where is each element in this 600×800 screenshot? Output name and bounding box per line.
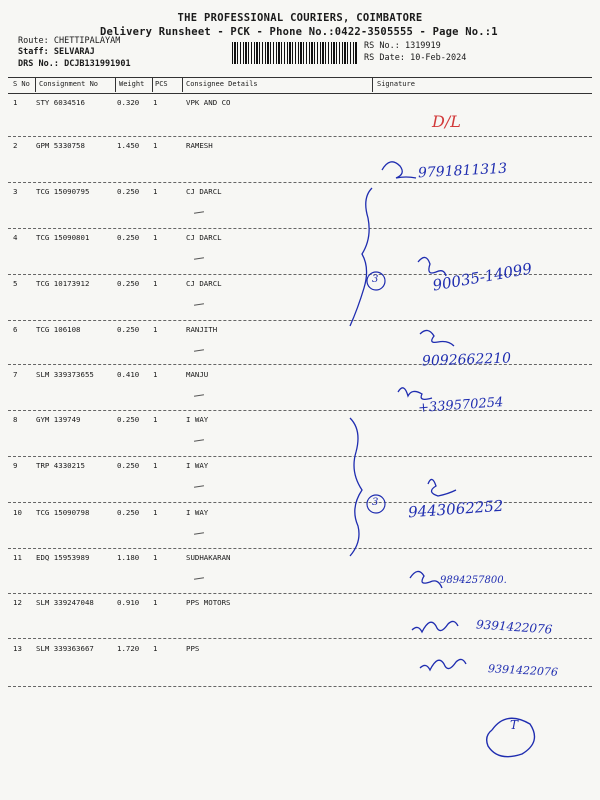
row-weight: 0.250: [117, 461, 140, 470]
col-header-consignment: Consignment No: [39, 80, 99, 88]
signature-scribble: [420, 330, 454, 346]
row-consignment-no: EDQ 15953989: [36, 553, 90, 562]
signature-scribble: [420, 659, 466, 670]
signature-scribble: [418, 257, 446, 276]
col-header-consignee: Consignee Details: [186, 80, 258, 88]
rs-no-label: RS No.:: [364, 41, 400, 51]
handwritten-count: 3: [372, 274, 379, 285]
row-consignment-no: GYM 139749: [36, 415, 81, 424]
row-weight: 1.720: [117, 644, 140, 653]
handwritten-phone: 9092662210: [421, 350, 512, 370]
col-header-pcs: PCS: [155, 80, 168, 88]
row-consignee: SUDHAKARAN: [186, 553, 231, 562]
drs-label: DRS No.:: [18, 59, 59, 69]
row-consignment-no: TCG 10173912: [36, 279, 90, 288]
row-consignee: MANJU: [186, 370, 209, 379]
rs-date-label: RS Date:: [364, 53, 405, 63]
row-sno: 4: [13, 233, 18, 242]
row-consignment-no: TCG 106108: [36, 325, 81, 334]
staff-label: Staff:: [18, 47, 49, 57]
row-weight: 0.250: [117, 508, 140, 517]
row-weight: 0.250: [117, 187, 140, 196]
row-pcs: 1: [153, 553, 158, 562]
row-sno: 13: [13, 644, 22, 653]
row-sno: 12: [13, 598, 22, 607]
route-value: CHETTIPALAYAM: [53, 36, 121, 46]
row-weight: 1.450: [117, 141, 140, 150]
row-weight: 1.180: [117, 553, 140, 562]
col-header-sno: S No: [13, 80, 30, 88]
row-sno: 1: [13, 98, 18, 107]
row-consignment-no: SLM 339247048: [36, 598, 94, 607]
row-weight: 0.250: [117, 233, 140, 242]
row-consignee: I WAY: [186, 461, 209, 470]
handwritten-phone: +339570254: [417, 395, 504, 416]
runsheet-title: Delivery Runsheet - PCK - Phone No.:0422-3505555 - Page No.:1: [100, 26, 498, 38]
signature-scribble: [382, 162, 416, 178]
row-weight: 0.250: [117, 279, 140, 288]
row-pcs: 1: [153, 233, 158, 242]
signature-scribble: [410, 571, 442, 588]
route-label: Route:: [18, 36, 49, 46]
row-consignment-no: GPM 5330758: [36, 141, 85, 150]
row-weight: 0.410: [117, 370, 140, 379]
signature-scribble: [398, 388, 432, 400]
row-consignment-no: SLM 339363667: [36, 644, 94, 653]
row-sno: 9: [13, 461, 18, 470]
row-consignee: VPK AND CO: [186, 98, 231, 107]
row-consignee: I WAY: [186, 415, 209, 424]
row-consignee: I WAY: [186, 508, 209, 517]
handwritten-phone: 9391422076: [475, 617, 553, 637]
row-consignee: RAMESH: [186, 141, 213, 150]
row-consignee: RANJITH: [186, 325, 218, 334]
bracket-group-2: [350, 418, 362, 556]
handwritten-phone: 9894257800.: [440, 575, 507, 586]
handwritten-count: 3: [372, 497, 379, 508]
col-header-weight: Weight: [119, 80, 145, 88]
row-pcs: 1: [153, 415, 158, 424]
row-sno: 7: [13, 370, 18, 379]
row-pcs: 1: [153, 325, 158, 334]
row-consignment-no: STY 6034516: [36, 98, 85, 107]
staff-value: SELVARAJ: [53, 47, 95, 57]
row-weight: 0.910: [117, 598, 140, 607]
row-pcs: 1: [153, 141, 158, 150]
signature-scribble: [428, 479, 456, 496]
row-consignment-no: TCG 15090801: [36, 233, 90, 242]
row-pcs: 1: [153, 279, 158, 288]
row-sno: 10: [13, 508, 22, 517]
bracket-group-1: [350, 188, 372, 326]
row-consignment-no: TCG 15090798: [36, 508, 90, 517]
drs-value: DCJB131991901: [64, 59, 131, 69]
handwritten-dl-mark: D/L: [432, 112, 461, 131]
col-header-signature: Signature: [377, 80, 415, 88]
row-sno: 11: [13, 553, 22, 562]
row-weight: 0.250: [117, 325, 140, 334]
row-sno: 5: [13, 279, 18, 288]
row-pcs: 1: [153, 461, 158, 470]
row-consignee: CJ DARCL: [186, 187, 222, 196]
row-pcs: 1: [153, 370, 158, 379]
row-consignee: PPS: [186, 644, 200, 653]
row-pcs: 1: [153, 598, 158, 607]
row-consignment-no: TRP 4330215: [36, 461, 85, 470]
handwritten-phone: 90035-14099: [431, 259, 534, 295]
row-consignee: CJ DARCL: [186, 279, 222, 288]
company-title: THE PROFESSIONAL COURIERS, COIMBATORE: [177, 12, 423, 24]
row-pcs: 1: [153, 187, 158, 196]
handwritten-phone: 9391422076: [487, 662, 559, 679]
row-consignment-no: TCG 15090795: [36, 187, 90, 196]
row-sno: 2: [13, 141, 18, 150]
row-sno: 8: [13, 415, 18, 424]
row-pcs: 1: [153, 98, 158, 107]
row-sno: 6: [13, 325, 18, 334]
row-weight: 0.320: [117, 98, 140, 107]
handwritten-circle-letter: T: [510, 718, 519, 732]
handwritten-phone: 9791811313: [417, 160, 508, 182]
row-consignee: CJ DARCL: [186, 233, 222, 242]
handwritten-phone: 9443062252: [407, 496, 504, 522]
signature-scribble: [412, 621, 458, 632]
row-sno: 3: [13, 187, 18, 196]
row-weight: 0.250: [117, 415, 140, 424]
row-pcs: 1: [153, 644, 158, 653]
row-consignment-no: SLM 339373655: [36, 370, 94, 379]
row-pcs: 1: [153, 508, 158, 517]
rs-date-value: 10-Feb-2024: [410, 53, 467, 63]
row-consignee: PPS MOTORS: [186, 598, 231, 607]
rs-no-value: 1319919: [404, 41, 441, 51]
